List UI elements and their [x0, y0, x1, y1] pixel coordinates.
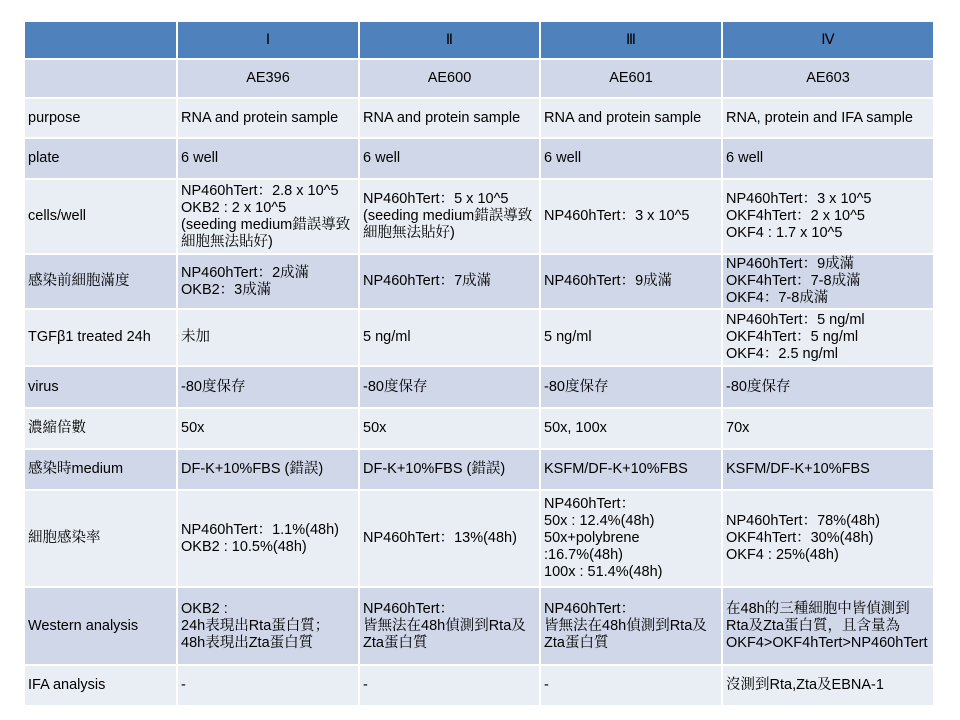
table-cell: RNA, protein and IFA sample — [723, 99, 933, 137]
table-cell: AE600 — [360, 60, 539, 97]
table-cell: NP460hTert：78%(48h) OKF4hTert：30%(48h) OKF4 : 25%(48h) — [723, 491, 933, 586]
table-cell: -80度保存 — [178, 367, 358, 407]
table-cell: 沒測到Rta,Zta及EBNA-1 — [723, 666, 933, 705]
header-cell-ii: Ⅱ — [360, 22, 539, 58]
table-cell: 6 well — [723, 139, 933, 178]
table-cell: NP460hTert：2.8 x 10^5 OKB2 : 2 x 10^5 (seeding medium錯誤導致細胞無法貼好) — [178, 180, 358, 253]
table-cell: NP460hTert：13%(48h) — [360, 491, 539, 586]
table-cell: - — [541, 666, 721, 705]
table-cell: DF-K+10%FBS (錯誤) — [178, 450, 358, 489]
table-cell: NP460hTert： 50x : 12.4%(48h) 50x+polybrene :16.7%(48h) 100x : 51.4%(48h) — [541, 491, 721, 586]
table-cell: RNA and protein sample — [541, 99, 721, 137]
row-label: 濃縮倍數 — [25, 409, 176, 448]
table-cell: NP460hTert：9成滿 — [541, 255, 721, 308]
row-label: 感染前細胞滿度 — [25, 255, 176, 308]
table-cell: NP460hTert：1.1%(48h) OKB2 : 10.5%(48h) — [178, 491, 358, 586]
table-cell: NP460hTert： 皆無法在48h偵測到Rta及Zta蛋白質 — [360, 588, 539, 664]
table-cell: NP460hTert：5 ng/ml OKF4hTert：5 ng/ml OKF4：2.5 ng/ml — [723, 310, 933, 365]
table-cell: -80度保存 — [541, 367, 721, 407]
table-cell: NP460hTert：7成滿 — [360, 255, 539, 308]
header-cell-i: Ⅰ — [178, 22, 358, 58]
table-cell: AE396 — [178, 60, 358, 97]
table-cell: 50x — [178, 409, 358, 448]
row-label: plate — [25, 139, 176, 178]
table-cell: 5 ng/ml — [541, 310, 721, 365]
row-label: IFA analysis — [25, 666, 176, 705]
row-label: virus — [25, 367, 176, 407]
table-cell: -80度保存 — [723, 367, 933, 407]
row-label: 細胞感染率 — [25, 491, 176, 586]
table-cell: RNA and protein sample — [178, 99, 358, 137]
row-label: TGFβ1 treated 24h — [25, 310, 176, 365]
row-label: Western analysis — [25, 588, 176, 664]
table-cell: NP460hTert：9成滿 OKF4hTert：7-8成滿 OKF4：7-8成滿 — [723, 255, 933, 308]
table-cell: 未加 — [178, 310, 358, 365]
table-cell: KSFM/DF-K+10%FBS — [723, 450, 933, 489]
table-cell: 50x — [360, 409, 539, 448]
table-cell: 6 well — [178, 139, 358, 178]
table-cell: 6 well — [541, 139, 721, 178]
table-cell: NP460hTert：3 x 10^5 OKF4hTert：2 x 10^5 OKF4 : 1.7 x 10^5 — [723, 180, 933, 253]
table-cell: NP460hTert： 皆無法在48h偵測到Rta及Zta蛋白質 — [541, 588, 721, 664]
table-cell: 在48h的三種細胞中皆偵測到Rta及Zta蛋白質，且含量為OKF4>OKF4hTert>NP460hTert — [723, 588, 933, 664]
table-cell: - — [178, 666, 358, 705]
table-cell: 5 ng/ml — [360, 310, 539, 365]
table-cell: AE603 — [723, 60, 933, 97]
header-cell-label — [25, 22, 176, 58]
row-label: purpose — [25, 99, 176, 137]
table-cell: 6 well — [360, 139, 539, 178]
table-cell: 70x — [723, 409, 933, 448]
table-cell: OKB2 : 24h表現出Rta蛋白質； 48h表現出Zta蛋白質 — [178, 588, 358, 664]
header-cell-iv: Ⅳ — [723, 22, 933, 58]
table-cell: NP460hTert：3 x 10^5 — [541, 180, 721, 253]
table-cell: -80度保存 — [360, 367, 539, 407]
experiment-table — [25, 22, 933, 705]
row-label: cells/well — [25, 180, 176, 253]
row-label: 感染時medium — [25, 450, 176, 489]
table-cell: RNA and protein sample — [360, 99, 539, 137]
table-cell: DF-K+10%FBS (錯誤) — [360, 450, 539, 489]
table-cell: 50x, 100x — [541, 409, 721, 448]
row-label — [25, 60, 176, 97]
table-cell: NP460hTert：2成滿 OKB2：3成滿 — [178, 255, 358, 308]
table-cell: AE601 — [541, 60, 721, 97]
table-cell: KSFM/DF-K+10%FBS — [541, 450, 721, 489]
table-cell: NP460hTert：5 x 10^5 (seeding medium錯誤導致細胞無法貼好) — [360, 180, 539, 253]
header-cell-iii: Ⅲ — [541, 22, 721, 58]
table-cell: - — [360, 666, 539, 705]
